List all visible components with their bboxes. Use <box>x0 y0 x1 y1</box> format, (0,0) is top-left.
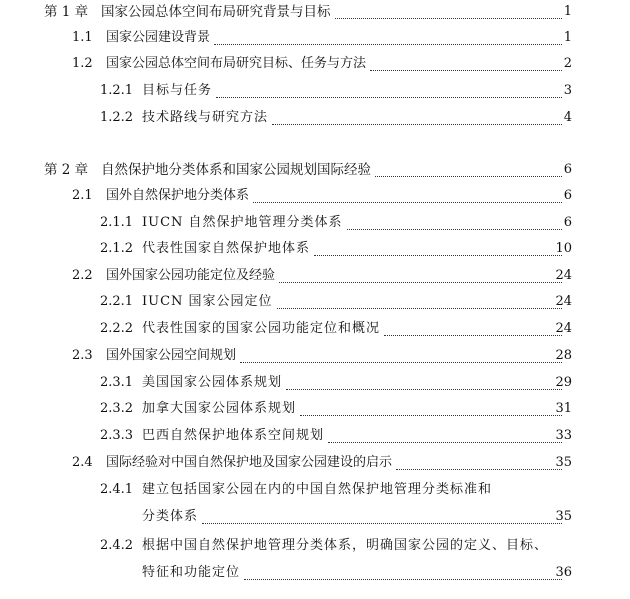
toc-entry-2-1-1[interactable] <box>0 211 630 237</box>
toc-leader-dots <box>216 97 562 98</box>
toc-entry-2-4-1-continuation[interactable] <box>0 505 630 531</box>
toc-entry-number: 2.4.2 <box>100 538 134 553</box>
toc-leader-dots <box>347 229 562 230</box>
toc-entry-number: 2.4.1 <box>100 482 134 497</box>
toc-leader-dots <box>202 523 562 524</box>
toc-entry-chapter-1[interactable] <box>0 0 630 26</box>
toc-entry-number: 1.2 <box>72 56 93 71</box>
toc-entry-title: 技术路线与研究方法 <box>142 110 269 125</box>
toc-entry-2-4-2-continuation[interactable] <box>0 561 630 587</box>
toc-entry-page: 35 <box>555 509 572 524</box>
toc-entry-title: 美国国家公园体系规划 <box>142 375 283 390</box>
toc-leader-dots <box>240 362 562 363</box>
toc-entry-number: 第 1 章 <box>44 4 89 20</box>
toc-leader-dots <box>396 469 562 470</box>
toc-entry-2-4-2[interactable] <box>0 534 630 560</box>
toc-entry-chapter-2[interactable] <box>0 158 630 184</box>
toc-entry-page: 6 <box>563 162 572 177</box>
toc-leader-dots <box>279 282 562 283</box>
toc-entry-number: 1.2.2 <box>100 110 134 125</box>
toc-entry-title: 建立包括国家公园在内的中国自然保护地管理分类标准和 <box>142 482 493 497</box>
toc-entry-title: 国家公园建设背景 <box>106 30 211 45</box>
toc-entry-page: 6 <box>563 188 572 203</box>
toc-leader-dots <box>370 70 562 71</box>
toc-entry-page: 3 <box>563 83 572 98</box>
toc-leader-dots <box>375 176 562 177</box>
toc-entry-number: 2.3 <box>72 348 93 363</box>
toc-entry-page: 24 <box>555 294 572 309</box>
toc-entry-title: IUCN 国家公园定位 <box>142 294 273 309</box>
toc-entry-title: 加拿大国家公园体系规划 <box>142 401 297 416</box>
toc-entry-title: 国际经验对中国自然保护地及国家公园建设的启示 <box>106 455 393 470</box>
toc-leader-dots <box>328 442 562 443</box>
toc-entry-page: 1 <box>563 30 572 45</box>
toc-entry-title: 目标与任务 <box>142 83 213 98</box>
toc-entry-2-4[interactable] <box>0 451 630 477</box>
toc-entry-number: 2.2.2 <box>100 321 134 336</box>
toc-entry-page: 29 <box>555 375 572 390</box>
toc-entry-number: 1.2.1 <box>100 83 134 98</box>
toc-entry-2-3-1[interactable] <box>0 371 630 397</box>
toc-leader-dots <box>384 335 562 336</box>
toc-entry-title-continuation: 特征和功能定位 <box>142 565 241 580</box>
toc-entry-title: 代表性国家的国家公园功能定位和概况 <box>142 321 381 336</box>
toc-entry-page: 28 <box>555 348 572 363</box>
toc-entry-page: 6 <box>563 215 572 230</box>
toc-entry-2-2-1[interactable] <box>0 290 630 316</box>
toc-leader-dots <box>300 415 562 416</box>
toc-entry-2-1[interactable] <box>0 184 630 210</box>
toc-leader-dots <box>244 579 562 580</box>
toc-entry-page: 31 <box>555 401 572 416</box>
toc-entry-page: 10 <box>555 241 572 256</box>
toc-entry-title: IUCN 自然保护地管理分类体系 <box>142 215 343 230</box>
toc-entry-number: 2.1.1 <box>100 215 134 230</box>
toc-entry-number: 2.4 <box>72 455 93 470</box>
toc-entry-2-2-2[interactable] <box>0 317 630 343</box>
toc-entry-1-2-1[interactable] <box>0 79 630 105</box>
toc-entry-2-1-2[interactable] <box>0 237 630 263</box>
toc-entry-2-3[interactable] <box>0 344 630 370</box>
toc-entry-number: 2.3.1 <box>100 375 134 390</box>
toc-entry-page: 2 <box>563 56 572 71</box>
toc-entry-1-2-2[interactable] <box>0 106 630 132</box>
toc-entry-number: 2.1.2 <box>100 241 134 256</box>
toc-entry-2-3-3[interactable] <box>0 424 630 450</box>
toc-entry-page: 36 <box>555 565 572 580</box>
toc-entry-2-3-2[interactable] <box>0 397 630 423</box>
toc-entry-title: 国家公园总体空间布局研究目标、任务与方法 <box>106 56 367 71</box>
toc-entry-number: 1.1 <box>72 30 93 45</box>
toc-entry-title: 国家公园总体空间布局研究背景与目标 <box>101 4 331 20</box>
toc-entry-page: 35 <box>555 455 572 470</box>
toc-entry-2-4-1[interactable] <box>0 478 630 504</box>
toc-leader-dots <box>214 44 562 45</box>
toc-entry-page: 33 <box>555 428 572 443</box>
toc-entry-1-2[interactable] <box>0 52 630 78</box>
toc-leader-dots <box>277 308 562 309</box>
toc-entry-2-2[interactable] <box>0 264 630 290</box>
toc-entry-number: 2.3.2 <box>100 401 134 416</box>
toc-entry-number: 2.2 <box>72 268 93 283</box>
toc-entry-number: 2.3.3 <box>100 428 134 443</box>
toc-entry-title-continuation: 分类体系 <box>142 509 199 524</box>
toc-leader-dots <box>314 255 562 256</box>
toc-leader-dots <box>253 202 562 203</box>
toc-entry-number: 第 2 章 <box>44 162 89 178</box>
toc-entry-title: 国外自然保护地分类体系 <box>106 188 250 203</box>
toc-entry-number: 2.2.1 <box>100 294 134 309</box>
toc-leader-dots <box>272 124 562 125</box>
toc-entry-title: 巴西自然保护地体系空间规划 <box>142 428 325 443</box>
toc-entry-1-1[interactable] <box>0 26 630 52</box>
toc-entry-number: 2.1 <box>72 188 93 203</box>
toc-entry-page: 24 <box>555 268 572 283</box>
toc-entry-title: 国外国家公园功能定位及经验 <box>106 268 276 283</box>
toc-entry-title: 自然保护地分类体系和国家公园规划国际经验 <box>101 162 371 178</box>
toc-entry-page: 24 <box>555 321 572 336</box>
toc-entry-page: 1 <box>563 4 572 19</box>
toc-leader-dots <box>335 18 562 19</box>
toc-entry-title: 国外国家公园空间规划 <box>106 348 237 363</box>
toc-leader-dots <box>286 389 562 390</box>
toc-entry-page: 4 <box>563 110 572 125</box>
toc-entry-title: 根据中国自然保护地管理分类体系，明确国家公园的定义、目标、 <box>142 538 549 553</box>
toc-entry-title: 代表性国家自然保护地体系 <box>142 241 311 256</box>
